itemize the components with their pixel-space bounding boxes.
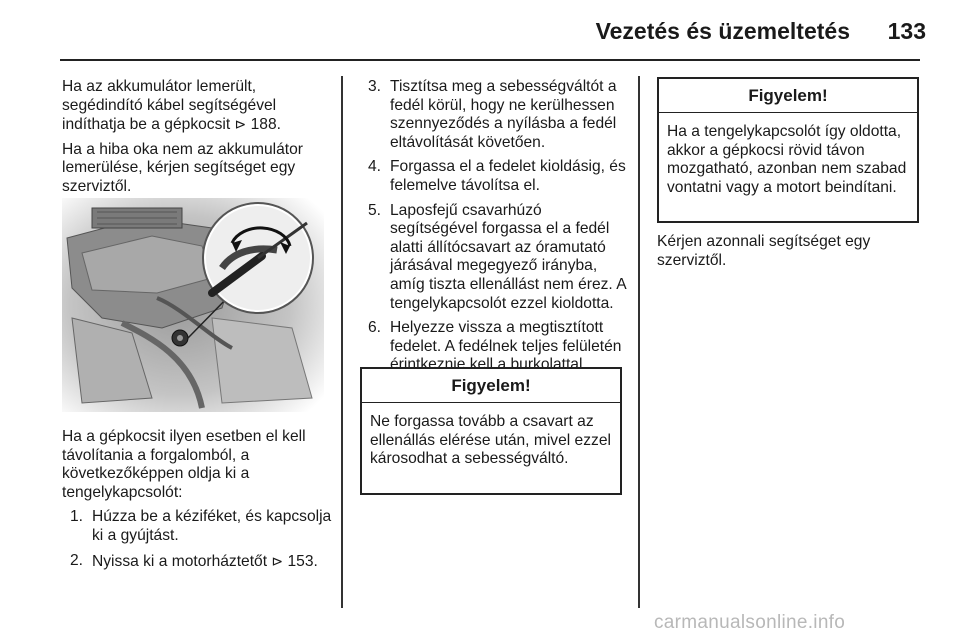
page-reference-icon: ⊳ [271, 552, 284, 569]
list-item: 5. Laposfejű csavarhúzó segítségével forgassa el a fedél alatti állítócsavart az óramutató járásával megegyező irányba, amíg tiszta ellenállást nem érez. A tengelykapcsolót ezzel kioldotta. [368, 201, 626, 312]
page-reference-icon: ⊳ [234, 116, 247, 133]
paragraph-release-clutch: Ha a gépkocsit ilyen esetben el kell távolítania a forgalomból, a következőképpen oldja ki a tengelykapcsolót: [62, 428, 306, 501]
paragraph-service-help: Ha a hiba oka nem az akkumulátor lemerülése, kérjen segítséget egy szerviztől. [62, 140, 303, 195]
column-3 [657, 233, 917, 276]
warning-heading: Figyelem! [659, 79, 917, 113]
column-divider-2 [638, 76, 640, 608]
watermark: carmanualsonline.info [654, 612, 846, 633]
list-item: 2. Nyissa ki a motorháztetőt ⊳ 153. [70, 551, 318, 570]
warning-body: Ha a tengelykapcsolót így oldotta, akkor a gépkocsi rövid távon mozgatható, azonban nem szabad vontatni vagy a motort beindítani. [667, 123, 907, 196]
steps-list-2 [360, 78, 628, 375]
engine-compartment-illustration [62, 198, 324, 412]
column-2 [360, 78, 628, 381]
running-header-title: Vezetés és üzemeltetés [595, 18, 850, 44]
page-number: 133 [887, 18, 926, 44]
list-item: 4. Forgassa el a fedelet kioldásig, és felemelve távolítsa el. [368, 158, 626, 194]
column-divider-1 [341, 76, 343, 608]
header-rule [60, 59, 920, 61]
list-item: 6. Helyezze vissza a megtisztított fedelet. A fedélnek teljes felületén érintkeznie kell a burkolattal. [368, 319, 622, 374]
steps-list-1 [62, 508, 334, 571]
warning-box-1 [360, 367, 622, 495]
warning-body: Ne forgassa tovább a csavart az ellenállás elérése után, mivel ezzel károsodhat a sebességváltó. [370, 413, 611, 468]
column-1-lower [62, 428, 334, 577]
paragraph-jump-start: Ha az akkumulátor lemerült, segédindító kábel segítségével indíthatja be a gépkocsit ⊳ 188. [62, 78, 281, 134]
warning-box-2 [657, 77, 919, 223]
engine-illustration-svg [62, 198, 324, 412]
page-reference-number: 153. [287, 552, 318, 570]
list-item: 1. Húzza be a kéziféket, és kapcsolja ki a gyújtást. [70, 508, 332, 544]
column-1 [62, 78, 332, 203]
page-reference-number: 188. [250, 116, 281, 134]
warning-heading: Figyelem! [362, 369, 620, 403]
paragraph-seek-help: Kérjen azonnali segítséget egy szerviztől. [657, 233, 871, 269]
list-item: 3. Tisztítsa meg a sebességváltót a fedél körül, hogy ne kerülhessen szennyeződés a nyílásba a fedél eltávolítását követően. [368, 78, 617, 151]
